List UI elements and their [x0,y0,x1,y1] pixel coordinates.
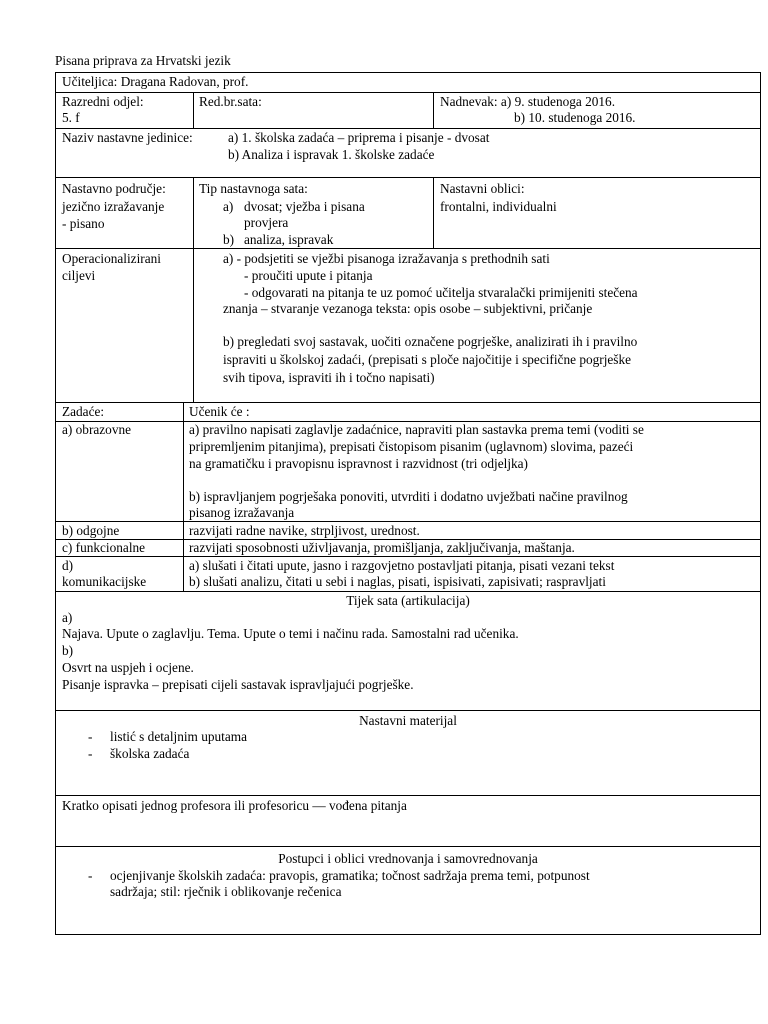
edu-line-5: pisanog izražavanja [189,505,295,520]
communication-label: d) [62,558,74,573]
goals-label: Operacionalizirani [62,251,161,266]
lesson-type-label: Tip nastavnoga sata: [199,181,308,196]
flow-line-5: Pisanje ispravka – prepisati cijeli sastavak ispravljajući pogrješke. [62,677,414,692]
edu-line-2: pripremljenim pitanjima), prepisati čistopisom pisanim (uglavnom) slovima, pazeći [189,439,634,454]
flow-line-1: a) [62,610,73,625]
edu-line-4: b) ispravljanjem pogrješaka ponoviti, utvrditi i dodatno uvježbati načine pravilnog [189,489,628,504]
goal-a-1: a) - podsjetiti se vježbi pisanoga izražavanja s prethodnih sati [223,251,550,266]
communication-label-2: komunikacijske [62,574,147,589]
functional-label: c) funkcionalne [62,540,146,555]
forms-label: Nastavni oblici: [440,181,525,196]
forms-value: frontalni, individualni [440,199,557,214]
material-item: listić s detaljnim uputama [110,729,248,744]
flow-line-2: Najava. Upute o zaglavlju. Tema. Upute o temi i načinu rada. Samostalni rad učenika. [62,626,519,641]
flow-title: Tijek sata (artikulacija) [346,593,470,608]
describe-prompt: Kratko opisati jednog profesora ili profesoricu — vođena pitanja [62,798,407,813]
lesson-type-a-marker: a) [223,199,234,214]
evaluation-line-1: ocjenjivanje školskih zadaća: pravopis, gramatika; točnost sadržaja prema temi, potpunost [110,868,590,883]
area-value-2: - pisano [62,216,105,231]
materials-title: Nastavni materijal [359,713,457,728]
unit-label: Naziv nastavne jedinice: [62,130,193,145]
date-line-1: Nadnevak: a) 9. studenoga 2016. [440,94,616,109]
area-label: Nastavno područje: [62,181,166,196]
teacher-name: Učiteljica: Dragana Radovan, prof. [62,74,249,89]
class-value: 5. f [62,110,80,125]
list-bullet: - [88,729,93,744]
lesson-type-b-marker: b) [223,232,235,247]
goal-a-4: znanja – stvaranje vezanoga teksta: opis osobe – subjektivni, pričanje [223,301,593,316]
functional-text: razvijati sposobnosti uživljavanja, promišljanja, zaključivanja, maštanja. [189,540,575,555]
lesson-type-a: dvosat; vježba i pisana [244,199,365,214]
lesson-number-label: Red.br.sata: [199,94,262,109]
upbringing-label: b) odgojne [62,523,120,538]
page-title: Pisana priprava za Hrvatski jezik [55,53,231,68]
student-will-label: Učenik će : [189,404,250,419]
flow-line-4: Osvrt na uspjeh i ocjene. [62,660,194,675]
goals-label-2: ciljevi [62,268,96,283]
material-item: školska zadaća [110,746,190,761]
lesson-type-a-cont: provjera [244,215,289,230]
area-value: jezično izražavanje [62,199,165,214]
goal-b-2: ispraviti u školskoj zadaći, (prepisati s ploče najočitije i specifične pogrješke [223,352,632,367]
class-label: Razredni odjel: [62,94,144,109]
edu-line-3: na gramatičku i pravopisnu ispravnost i razvidnost (tri odjeljka) [189,456,528,471]
unit-b: b) Analiza i ispravak 1. školske zadaće [228,147,435,162]
evaluation-title: Postupci i oblici vrednovanja i samovrednovanja [278,851,538,866]
goal-a-2: - proučiti upute i pitanja [244,268,373,283]
flow-line-3: b) [62,643,74,658]
tasks-label: Zadaće: [62,404,105,419]
upbringing-text: razvijati radne navike, strpljivost, urednost. [189,523,420,538]
list-bullet: - [88,746,93,761]
edu-line-1: a) pravilno napisati zaglavlje zadaćnice, napraviti plan sastavka prema temi (voditi se [189,422,644,437]
goal-b-1: b) pregledati svoj sastavak, uočiti označene pogrješke, analizirati ih i pravilno [223,334,638,349]
lesson-type-b: analiza, ispravak [244,232,334,247]
goal-b-3: svih tipova, ispraviti ih i točno napisati) [223,370,435,385]
edu-label: a) obrazovne [62,422,132,437]
date-line-2: b) 10. studenoga 2016. [514,110,636,125]
list-bullet: - [88,868,93,883]
communication-line-1: a) slušati i čitati upute, jasno i razgovjetno postavljati pitanja, pisati vezani tekst [189,558,615,573]
goal-a-3: - odgovarati na pitanja te uz pomoć učitelja stvaralački primijeniti stečena [244,285,638,300]
unit-a: a) 1. školska zadaća – priprema i pisanje - dvosat [228,130,490,145]
evaluation-line-2: sadržaja; stil: rječnik i oblikovanje rečenica [110,884,342,899]
communication-line-2: b) slušati analizu, čitati u sebi i naglas, pisati, ispisivati, zapisivati; raspravljati [189,574,606,589]
